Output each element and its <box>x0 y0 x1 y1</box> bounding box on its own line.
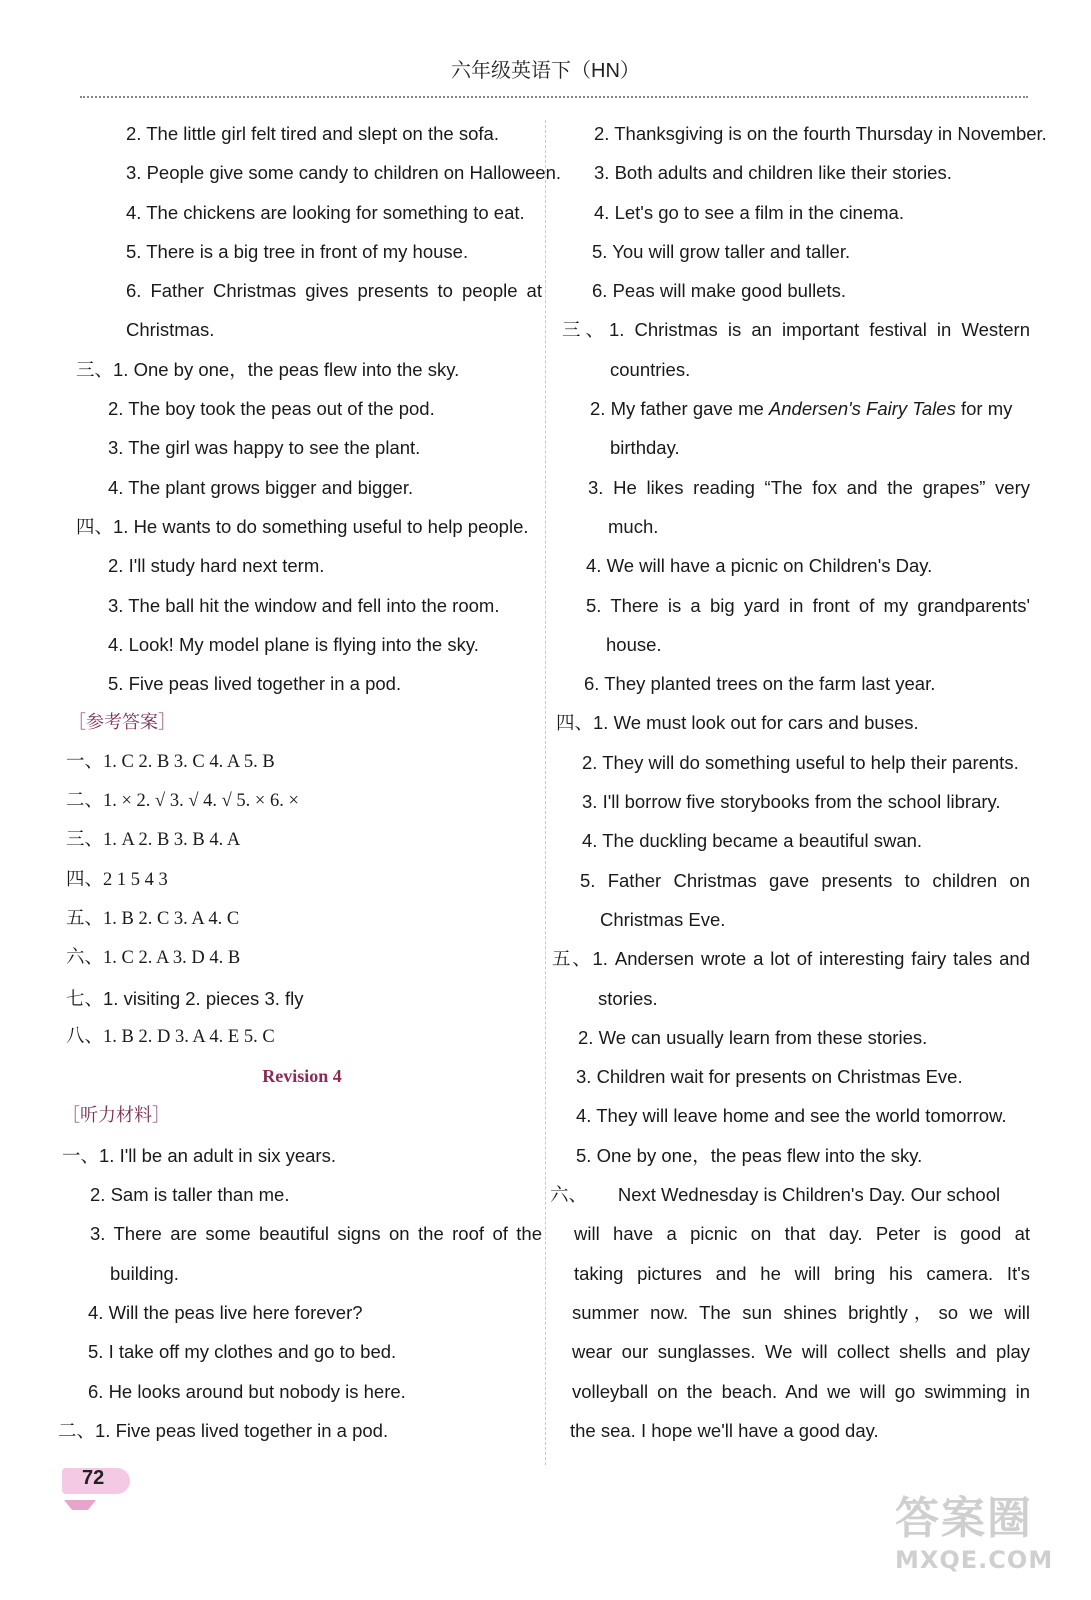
text-line: Christmas Eve. <box>600 908 726 930</box>
text-line <box>550 389 1030 428</box>
page-header: 六年级英语下（HN） <box>451 60 640 82</box>
text-line: Christmas. <box>126 319 215 341</box>
page-number-text: 72 <box>82 1467 105 1489</box>
text-line: 6. He looks around but nobody is here. <box>88 1380 406 1402</box>
text-segment: for my <box>955 398 1013 420</box>
text-line: 四、1. He wants to do something useful to help people. <box>76 515 529 537</box>
text-line: building. <box>110 1262 179 1284</box>
text-segment: 2. My father gave me <box>590 398 769 420</box>
watermark-url: MXQE.COM <box>895 1546 1054 1574</box>
text-line: the sea. I hope we'll have a good day. <box>570 1419 879 1441</box>
text-line: 2. We can usually learn from these stories. <box>578 1026 928 1048</box>
text-line: 3. The ball hit the window and fell into the room. <box>108 594 500 616</box>
watermark-text: 答案圈 <box>895 1493 1033 1544</box>
text-line: 2. The boy took the peas out of the pod. <box>108 398 435 420</box>
text-line: taking pictures and he will bring his camera. It's <box>574 1262 1030 1284</box>
text-line: 5. You will grow taller and taller. <box>592 240 851 262</box>
text-line: 3. The girl was happy to see the plant. <box>108 437 421 459</box>
answer-line: 二、1. × 2. √ 3. √ 4. √ 5. × 6. × <box>66 791 299 812</box>
text-line: 四、1. We must look out for cars and buses. <box>556 712 919 734</box>
text-line: 3. Both adults and children like their stories. <box>594 162 952 184</box>
text-line: 4. Look! My model plane is flying into the sky. <box>108 633 479 655</box>
text-line: 3. People give some candy to children on Halloween. <box>126 162 562 184</box>
text-line: 6. Peas will make good bullets. <box>592 280 846 302</box>
text-line: 二、1. Five peas lived together in a pod. <box>58 1419 389 1441</box>
text-line: 三、1. One by one，the peas flew into the sky. <box>76 358 460 380</box>
text-line: 4. Will the peas live here forever? <box>88 1301 363 1323</box>
text-line: stories. <box>598 987 658 1009</box>
text-line: 5. Father Christmas gave presents to children on <box>580 869 1030 891</box>
answer-line: 六、1. C 2. A 3. D 4. B <box>66 948 241 969</box>
answer-line: 八、1. B 2. D 3. A 4. E 5. C <box>66 1026 275 1047</box>
text-line: house. <box>606 633 662 655</box>
text-line: 2. Sam is taller than me. <box>90 1184 290 1206</box>
answer-line: 五、1. B 2. C 3. A 4. C <box>66 908 240 929</box>
section-label-answers: ［参考答案］ <box>68 712 176 733</box>
left-column <box>58 114 562 1450</box>
text-line: wear our sunglasses. We will collect shells and play <box>572 1341 1030 1363</box>
header-divider <box>80 96 1028 98</box>
text-line: 6. They planted trees on the farm last year. <box>584 673 936 695</box>
text-line: 4. They will leave home and see the world tomorrow. <box>576 1105 1007 1127</box>
text-line: 5. There is a big yard in front of my grandparents' <box>586 594 1030 616</box>
text-line: 5. Five peas lived together in a pod. <box>108 673 402 695</box>
text-line: 3. He likes reading “The fox and the grapes” very <box>588 476 1030 498</box>
text-line: birthday. <box>610 437 680 459</box>
text-line: 3. I'll borrow five storybooks from the school library. <box>582 791 1001 813</box>
book-title: Andersen's Fairy Tales <box>768 398 956 420</box>
page-number <box>62 1464 134 1498</box>
text-line: 4. We will have a picnic on Children's Day. <box>586 555 933 577</box>
section-heading-revision: Revision 4 <box>262 1066 342 1087</box>
text-line: countries. <box>610 358 691 380</box>
answer-line: 四、2 1 5 4 3 <box>66 869 168 890</box>
answer-line: 七、1. visiting 2. pieces 3. fly <box>66 987 304 1009</box>
text-line: 2. Thanksgiving is on the fourth Thursday in November. <box>594 123 1047 144</box>
text-line: 五、1. Andersen wrote a lot of interesting fairy tales and <box>552 948 1030 970</box>
text-line: will have a picnic on that day. Peter is good at <box>574 1223 1030 1245</box>
text-line: 三、1. Christmas is an important festival in Western <box>562 319 1030 341</box>
text-line: 4. The plant grows bigger and bigger. <box>108 476 414 498</box>
text-line: 4. The duckling became a beautiful swan. <box>582 830 923 852</box>
text-line: 3. There are some beautiful signs on the roof of the <box>90 1223 542 1245</box>
text-line: summer now. The sun shines brightly，so we will <box>572 1301 1030 1323</box>
column-divider <box>545 120 546 1465</box>
text-line: much. <box>608 515 659 537</box>
answer-line: 一、1. C 2. B 3. C 4. A 5. B <box>66 751 275 772</box>
text-line: 六、 Next Wednesday is Children's Day. Our school <box>550 1184 1001 1206</box>
text-line: 2. They will do something useful to help their parents. <box>582 751 1019 773</box>
text-line: 3. Children wait for presents on Christmas Eve. <box>576 1066 963 1088</box>
watermark-logo <box>895 1482 1055 1592</box>
right-column <box>550 114 1047 1450</box>
text-line: 6. Father Christmas gives presents to people at <box>126 280 542 302</box>
text-line: 5. One by one，the peas flew into the sky. <box>576 1144 923 1166</box>
text-line: 5. I take off my clothes and go to bed. <box>88 1341 397 1363</box>
text-line: 2. I'll study hard next term. <box>108 555 325 577</box>
text-line: 一、1. I'll be an adult in six years. <box>62 1144 336 1166</box>
text-line: 4. The chickens are looking for something to eat. <box>126 201 525 223</box>
text-line: 2. The little girl felt tired and slept on the sofa. <box>126 123 499 144</box>
text-line: volleyball on the beach. And we will go swimming in <box>572 1380 1030 1402</box>
graduation-cap-icon <box>64 1500 96 1522</box>
answer-line: 三、1. A 2. B 3. B 4. A <box>66 830 241 851</box>
text-line: 4. Let's go to see a film in the cinema. <box>594 201 904 223</box>
section-label-listening: ［听力材料］ <box>62 1105 170 1126</box>
text-line: 5. There is a big tree in front of my house. <box>126 240 469 262</box>
